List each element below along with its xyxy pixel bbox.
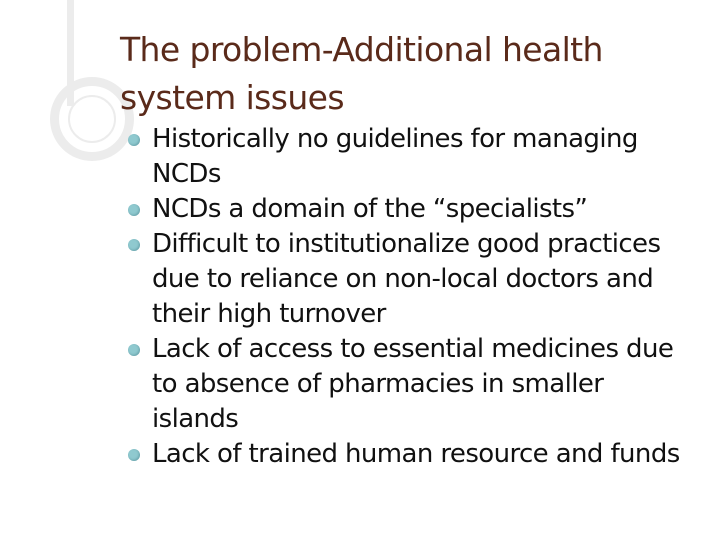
bullet-dot-icon [128,134,140,146]
slide-title-line-2: system issues [120,78,344,117]
bullet-list [128,122,718,472]
slide-title [120,26,680,122]
bullet-text-line: due to reliance on non-local doctors and [152,264,654,294]
bullet-item [128,192,718,227]
bullet-text-line: islands [152,404,239,434]
bullet-text-line: Historically no guidelines for managing [152,124,638,154]
bullet-text-line: Lack of trained human resource and funds [152,439,680,469]
bullet-dot-icon [128,344,140,356]
bullet-item [128,227,718,332]
bullet-text-line: Difficult to institutionalize good practices [152,229,661,259]
bullet-item [128,332,718,437]
bullet-dot-icon [128,449,140,461]
slide-title-line-1: The problem-Additional health [120,30,603,69]
bullet-dot-icon [128,239,140,251]
decorative-inner-ring [68,95,116,143]
bullet-item [128,437,718,472]
bullet-dot-icon [128,204,140,216]
bullet-text-line: to absence of pharmacies in smaller [152,369,604,399]
bullet-item [128,122,718,192]
bullet-text-line: their high turnover [152,299,386,329]
bullet-text-line: Lack of access to essential medicines due [152,334,674,364]
bullet-text-line: NCDs a domain of the “specialists” [152,194,588,224]
bullet-text-line: NCDs [152,159,221,189]
